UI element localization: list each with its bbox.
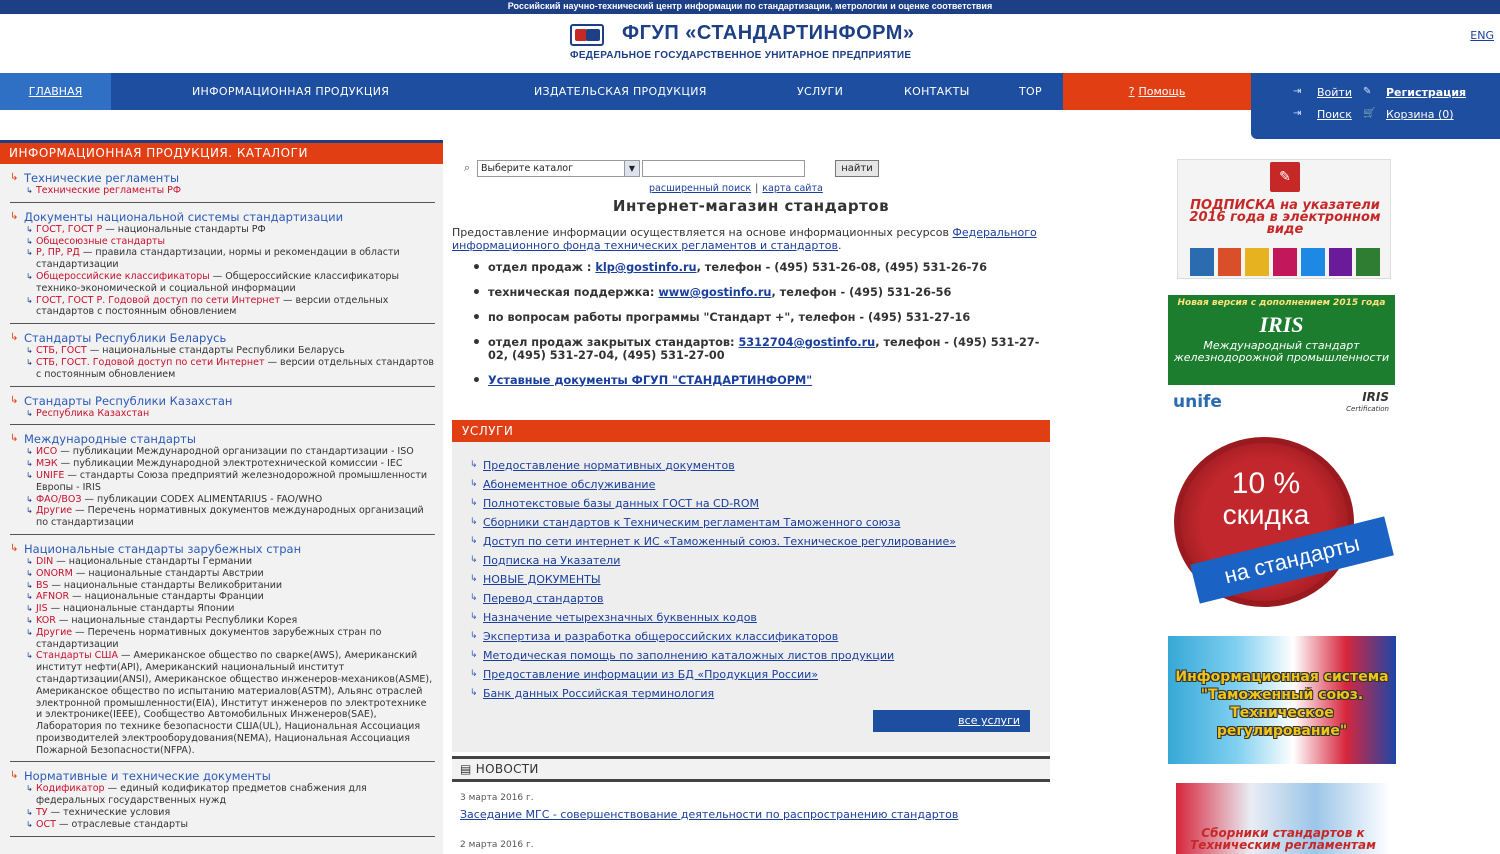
- service-item: [470, 627, 1050, 646]
- catalog-entry: [10, 408, 435, 420]
- main-navbar: [0, 73, 1500, 121]
- catalog-entry-link[interactable]: Технические регламенты РФ: [36, 185, 182, 196]
- catalog-entry: ↳ BS — национальные стандарты Великобритании: [10, 580, 435, 592]
- service-link[interactable]: Сборники стандартов к Техническим регламентам Таможенного союза: [483, 516, 901, 529]
- news-date: 2 марта 2016 г.: [460, 840, 534, 850]
- catalog-entry: ↳ Другие — Перечень нормативных документов международных организаций по стандартизации: [10, 505, 435, 529]
- site-title: ФГУП «СТАНДАРТИНФОРМ»: [622, 22, 915, 44]
- catalog-section-title[interactable]: ↳ Документы национальной системы стандартизации: [10, 211, 435, 224]
- customs-union-text: Информационная система "Таможенный союз. Техническое регулирование": [1175, 669, 1389, 739]
- discount-ribbon: на стандарты: [1190, 516, 1394, 603]
- book-spine: [1273, 248, 1297, 276]
- catalog-section-title[interactable]: ↳ Нормативные и технические документы: [10, 770, 435, 783]
- catalog-list: [0, 164, 443, 837]
- catalog-entry: ↳ ONORM — национальные стандарты Австрии: [10, 568, 435, 580]
- news-item: [460, 840, 1040, 850]
- register-link[interactable]: Регистрация: [1386, 86, 1467, 99]
- catalog-entry-link[interactable]: Республика Казахстан: [36, 407, 150, 419]
- catalog-entry-link[interactable]: ИСО: [36, 446, 58, 458]
- service-item: [470, 513, 1050, 532]
- catalog-panel: [0, 140, 443, 854]
- site-header: [0, 14, 1500, 72]
- search-icon: ⇥: [1293, 108, 1302, 119]
- catalog-entry-link[interactable]: ONORM: [36, 567, 73, 579]
- search-bar: [464, 160, 964, 178]
- nav-tor[interactable]: ТОР: [1019, 85, 1042, 98]
- catalog-entry-link[interactable]: ОСТ: [36, 818, 56, 830]
- catalog-entry: ↳ МЭК — публикации Международной электротехнической комиссии - IEC: [10, 458, 435, 470]
- nav-info-products[interactable]: ИНФОРМАЦИОННАЯ ПРОДУКЦИЯ: [192, 85, 390, 98]
- catalog-entry: ↳ ГОСТ, ГОСТ Р — национальные стандарты РФ: [10, 224, 435, 236]
- service-item: [470, 551, 1050, 570]
- all-services-button[interactable]: все услуги: [873, 710, 1030, 732]
- catalog-section-title[interactable]: ↳ Национальные стандарты зарубежных стран: [10, 543, 435, 556]
- help-label: Помощь: [1138, 85, 1186, 98]
- service-link[interactable]: Предоставление нормативных документов: [483, 459, 735, 472]
- customs-union-banner[interactable]: [1168, 636, 1396, 764]
- page-title: Интернет-магазин стандартов: [612, 197, 890, 215]
- logo-icon: [570, 24, 604, 46]
- catalog-section: [10, 762, 435, 836]
- catalog-entry-link[interactable]: UNIFE: [36, 469, 65, 481]
- catalog-select-value: Выберите каталог: [481, 163, 574, 174]
- help-button[interactable]: [1063, 73, 1251, 110]
- discount-percent: 10 %: [1231, 467, 1301, 500]
- service-link[interactable]: Доступ по сети интернет к ИС «Таможенный союз. Техническое регулирование»: [483, 535, 956, 548]
- service-link[interactable]: Полнотекстовые базы данных ГОСТ на CD-ROM: [483, 497, 759, 510]
- service-item: [470, 532, 1050, 551]
- support-email-link[interactable]: www@gostinfo.ru: [658, 286, 772, 299]
- catalog-entry: ↳ ТУ — технические условия: [10, 807, 435, 819]
- collections-text: Сборники стандартов к Техническим регламентам: [1190, 826, 1376, 852]
- catalog-entry: [10, 236, 435, 248]
- service-item: [470, 684, 1050, 703]
- discount-banner[interactable]: [1170, 437, 1398, 609]
- service-link[interactable]: Экспертиза и разработка общероссийских классификаторов: [483, 630, 839, 643]
- service-item: [470, 608, 1050, 627]
- catalog-entry-link[interactable]: AFNOR: [36, 591, 70, 603]
- top-strip: Российский научно-технический центр информации по стандартизации, метрологии и оценке соответствия: [0, 0, 1500, 14]
- contacts-list: [472, 262, 1042, 400]
- contact-sales: • отдел продаж : klp@gostinfo.ru, телефон - (495) 531-26-08, (495) 531-26-76: [472, 262, 1042, 275]
- book-spine: [1329, 248, 1353, 276]
- site-logo[interactable]: [570, 22, 950, 66]
- nav-contacts[interactable]: КОНТАКТЫ: [904, 85, 970, 98]
- find-button[interactable]: найти: [835, 160, 879, 177]
- service-link[interactable]: Абонементное обслуживание: [483, 478, 656, 491]
- service-link[interactable]: Методическая помощь по заполнению каталожных листов продукции: [483, 649, 895, 662]
- catalog-entry: ↳ AFNOR — национальные стандарты Франции: [10, 591, 435, 603]
- service-item: [470, 665, 1050, 684]
- catalog-entry: ↳ KOR — национальные стандарты Республики Корея: [10, 615, 435, 627]
- catalog-section-title[interactable]: ↳ Международные стандарты: [10, 433, 435, 446]
- news-heading: ▤ НОВОСТИ: [452, 756, 1050, 782]
- book-spine: [1356, 248, 1380, 276]
- catalog-entry-link[interactable]: ТУ: [36, 807, 48, 819]
- service-item: [470, 589, 1050, 608]
- catalog-entry: ↳ ОСТ — отраслевые стандарты: [10, 819, 435, 831]
- collections-banner[interactable]: [1176, 783, 1390, 854]
- book-spine: [1245, 248, 1269, 276]
- unife-logo: unife: [1173, 392, 1222, 412]
- service-item: [470, 475, 1050, 494]
- register-icon: ✎: [1363, 86, 1372, 97]
- nav-home[interactable]: ГЛАВНАЯ: [0, 73, 111, 110]
- catalog-entry: ↳ UNIFE — стандарты Союза предприятий железнодорожной промышленности Европы - IRIS: [10, 470, 435, 494]
- catalog-section: [10, 164, 435, 203]
- catalog-entry-link[interactable]: ФАО/ВОЗ: [36, 493, 82, 505]
- user-panel: [1251, 73, 1500, 139]
- discount-word: скидка: [1222, 499, 1310, 530]
- catalog-entry-link[interactable]: DIN: [36, 555, 54, 567]
- contact-closed-sales: • отдел продаж закрытых стандартов: 5312704@gostinfo.ru, телефон - (495) 531-27-02, (495) 531-27-04, (495) 531-27-00: [472, 337, 1042, 362]
- login-icon: ⇥: [1293, 86, 1302, 97]
- service-link[interactable]: Подписка на Указатели: [483, 554, 621, 567]
- login-link[interactable]: Войти: [1317, 86, 1352, 99]
- services-heading: УСЛУГИ: [452, 420, 1050, 442]
- subscription-banner[interactable]: [1177, 159, 1391, 279]
- catalog-section-title[interactable]: ↳ Стандарты Республики Казахстан: [10, 395, 435, 408]
- service-item: [470, 494, 1050, 513]
- catalog-entry-link[interactable]: МЭК: [36, 458, 58, 470]
- catalog-select[interactable]: [477, 160, 640, 177]
- chevron-down-icon[interactable]: ▼: [624, 161, 639, 176]
- contact-charter: [472, 375, 1042, 388]
- catalog-section-title[interactable]: ↳ Стандарты Республики Беларусь: [10, 332, 435, 345]
- advanced-search-link[interactable]: расширенный поиск: [649, 183, 752, 194]
- intro-text: Предоставление информации осуществляется на основе информационных ресурсов Федерального информационного фонда технических регламентов и стандартов.: [452, 226, 1037, 252]
- iris-panel: Новая версия с дополнением 2015 года IRIS Международный стандарт железнодорожной промышленности: [1168, 295, 1395, 385]
- magnifier-icon: ⌕: [464, 161, 471, 174]
- nav-services[interactable]: УСЛУГИ: [797, 85, 844, 98]
- catalog-entry-link[interactable]: Р, ПР, РД: [36, 247, 80, 259]
- catalog-entry: [10, 185, 435, 197]
- service-item: [470, 570, 1050, 589]
- catalog-entry: ↳ СТБ, ГОСТ. Годовой доступ по сети Интернет — версии отдельных стандартов с постоянным обновлением: [10, 357, 435, 381]
- nav-publishing[interactable]: ИЗДАТЕЛЬСКАЯ ПРОДУКЦИЯ: [534, 85, 707, 98]
- catalog-entry-link[interactable]: ГОСТ, ГОСТ Р: [36, 223, 103, 235]
- catalog-heading: ИНФОРМАЦИОННАЯ ПРОДУКЦИЯ. КАТАЛОГИ: [0, 143, 443, 164]
- catalog-entry-link[interactable]: Общесоюзные стандарты: [36, 235, 166, 247]
- main-content: [452, 150, 1050, 854]
- iris-cert-logo: IRIS Certification: [1346, 390, 1389, 413]
- book-spine: [1218, 248, 1242, 276]
- catalog-entry: ↳ Р, ПР, РД — правила стандартизации, нормы и рекомендации в области стандартизации: [10, 247, 435, 271]
- catalog-entry-link[interactable]: Другие: [36, 505, 73, 517]
- catalog-entry: ↳ Кодификатор — единый кодификатор предметов снабжения для федеральных государственных нужд: [10, 783, 435, 807]
- news-date: 3 марта 2016 г.: [460, 793, 534, 803]
- catalog-entry: ↳ ГОСТ, ГОСТ Р. Годовой доступ по сети Интернет — версии отдельных стандартов с постоянным обновлением: [10, 295, 435, 319]
- search-link[interactable]: Поиск: [1317, 108, 1352, 121]
- federal-fund-link[interactable]: Федерального информационного фонда технических регламентов и стандартов: [452, 226, 1037, 252]
- catalog-entry: ↳ Общероссийские классификаторы — Общероссийские классификаторы технико-экономической и социальной информации: [10, 271, 435, 295]
- service-link[interactable]: Назначение четырехзначных буквенных кодов: [483, 611, 757, 624]
- help-icon: ?: [1128, 85, 1135, 98]
- contact-support: • техническая поддержка: www@gostinfo.ru, телефон - (495) 531-26-56: [472, 287, 1042, 300]
- catalog-entry-link[interactable]: СТБ, ГОСТ. Годовой доступ по сети Интернет: [36, 356, 265, 368]
- catalog-entry: ↳ ФАО/ВОЗ — публикации CODEX ALIMENTARIUS - FAO/WHO: [10, 494, 435, 506]
- catalog-entry-link[interactable]: СТБ, ГОСТ: [36, 345, 87, 357]
- charter-link[interactable]: Уставные документы ФГУП "СТАНДАРТИНФОРМ": [488, 373, 813, 387]
- sitemap-link[interactable]: карта сайта: [762, 183, 823, 194]
- catalog-entry: ↳ СТБ, ГОСТ — национальные стандарты Республики Беларусь: [10, 345, 435, 357]
- catalog-entry-link[interactable]: Кодификатор: [36, 783, 105, 795]
- service-link[interactable]: Банк данных Российская терминология: [483, 687, 715, 700]
- catalog-entry-link[interactable]: Другие: [36, 626, 73, 638]
- cart-icon: 🛒: [1363, 108, 1376, 119]
- catalog-section: [10, 387, 435, 426]
- catalog-entry-link[interactable]: Общероссийские классификаторы: [36, 270, 210, 282]
- catalog-entry-link[interactable]: Стандарты США: [36, 650, 118, 662]
- catalog-entry-link[interactable]: BS: [36, 579, 49, 591]
- service-item: [470, 646, 1050, 665]
- iris-banner[interactable]: [1168, 295, 1395, 419]
- service-link[interactable]: Перевод стандартов: [483, 592, 604, 605]
- catalog-entry: ↳ Стандарты США — Американское общество по сварке(AWS), Американский институт нефти(API), Американский национальный институт стандартизации(ANSI), Американское общество инженеров-механиков(ASME), Американское общество по испытанию материалов(ASTM), Альянс отраслей электронной промышленности(EIA), Институт инженеров по электротехнике и электронике(IEEE), Сообщество Автомобильных Инженеров(SAE), Лаборатория по технике безопасности США(UL), Национальная Ассоциация производителей электрооборудования(NEMA), Национальная Ассоциация Пожарной Безопасности(NFPA).: [10, 650, 435, 756]
- catalog-entry-link[interactable]: JIS: [36, 603, 48, 615]
- site-subtitle: ФЕДЕРАЛЬНОЕ ГОСУДАРСТВЕННОЕ УНИТАРНОЕ ПРЕДПРИЯТИЕ: [570, 50, 912, 61]
- cart-link[interactable]: Корзина (0): [1386, 108, 1454, 121]
- news-icon: ▤: [460, 762, 476, 776]
- catalog-entry: ↳ JIS — национальные стандарты Японии: [10, 603, 435, 615]
- service-link[interactable]: Предоставление информации из БД «Продукция России»: [483, 668, 819, 681]
- book-spine: [1190, 248, 1214, 276]
- contact-standard-plus: • по вопросам работы программы "Стандарт +", телефон - (495) 531-27-16: [472, 312, 1042, 325]
- service-item: [470, 456, 1050, 475]
- search-input[interactable]: [642, 160, 805, 177]
- catalog-section: [10, 324, 435, 386]
- news-item: [460, 793, 1040, 822]
- news-link[interactable]: Заседание МГС - совершенствование деятельности по распространению стандартов: [460, 808, 959, 821]
- catalog-section: [10, 425, 435, 535]
- book-spine: [1301, 248, 1325, 276]
- catalog-entry: ↳ DIN — национальные стандарты Германии: [10, 556, 435, 568]
- book-spines: [1190, 248, 1380, 276]
- subscription-text: ПОДПИСКА на указатели 2016 года в электронном виде: [1189, 198, 1381, 237]
- catalog-section-title[interactable]: ↳ Технические регламенты: [10, 172, 435, 185]
- catalog-entry-link[interactable]: ГОСТ, ГОСТ Р. Годовой доступ по сети Интернет: [36, 294, 280, 306]
- catalog-entry-link[interactable]: KOR: [36, 614, 56, 626]
- service-link[interactable]: НОВЫЕ ДОКУМЕНТЫ: [483, 573, 601, 586]
- pdf-icon: ✎: [1270, 162, 1300, 192]
- sales-email-link[interactable]: klp@gostinfo.ru: [595, 261, 697, 274]
- catalog-entry: ↳ Другие — Перечень нормативных документов зарубежных стран по стандартизации: [10, 627, 435, 651]
- catalog-section: [10, 203, 435, 324]
- lang-eng-link[interactable]: ENG: [1470, 29, 1494, 42]
- search-sublinks: расширенный поиск | карта сайта: [649, 183, 823, 194]
- closed-sales-email-link[interactable]: 5312704@gostinfo.ru: [738, 336, 876, 349]
- services-list: [452, 442, 1050, 703]
- catalog-entry: ↳ ИСО — публикации Международной организации по стандартизации - ISO: [10, 446, 435, 458]
- services-panel: [452, 420, 1050, 752]
- catalog-section: [10, 535, 435, 763]
